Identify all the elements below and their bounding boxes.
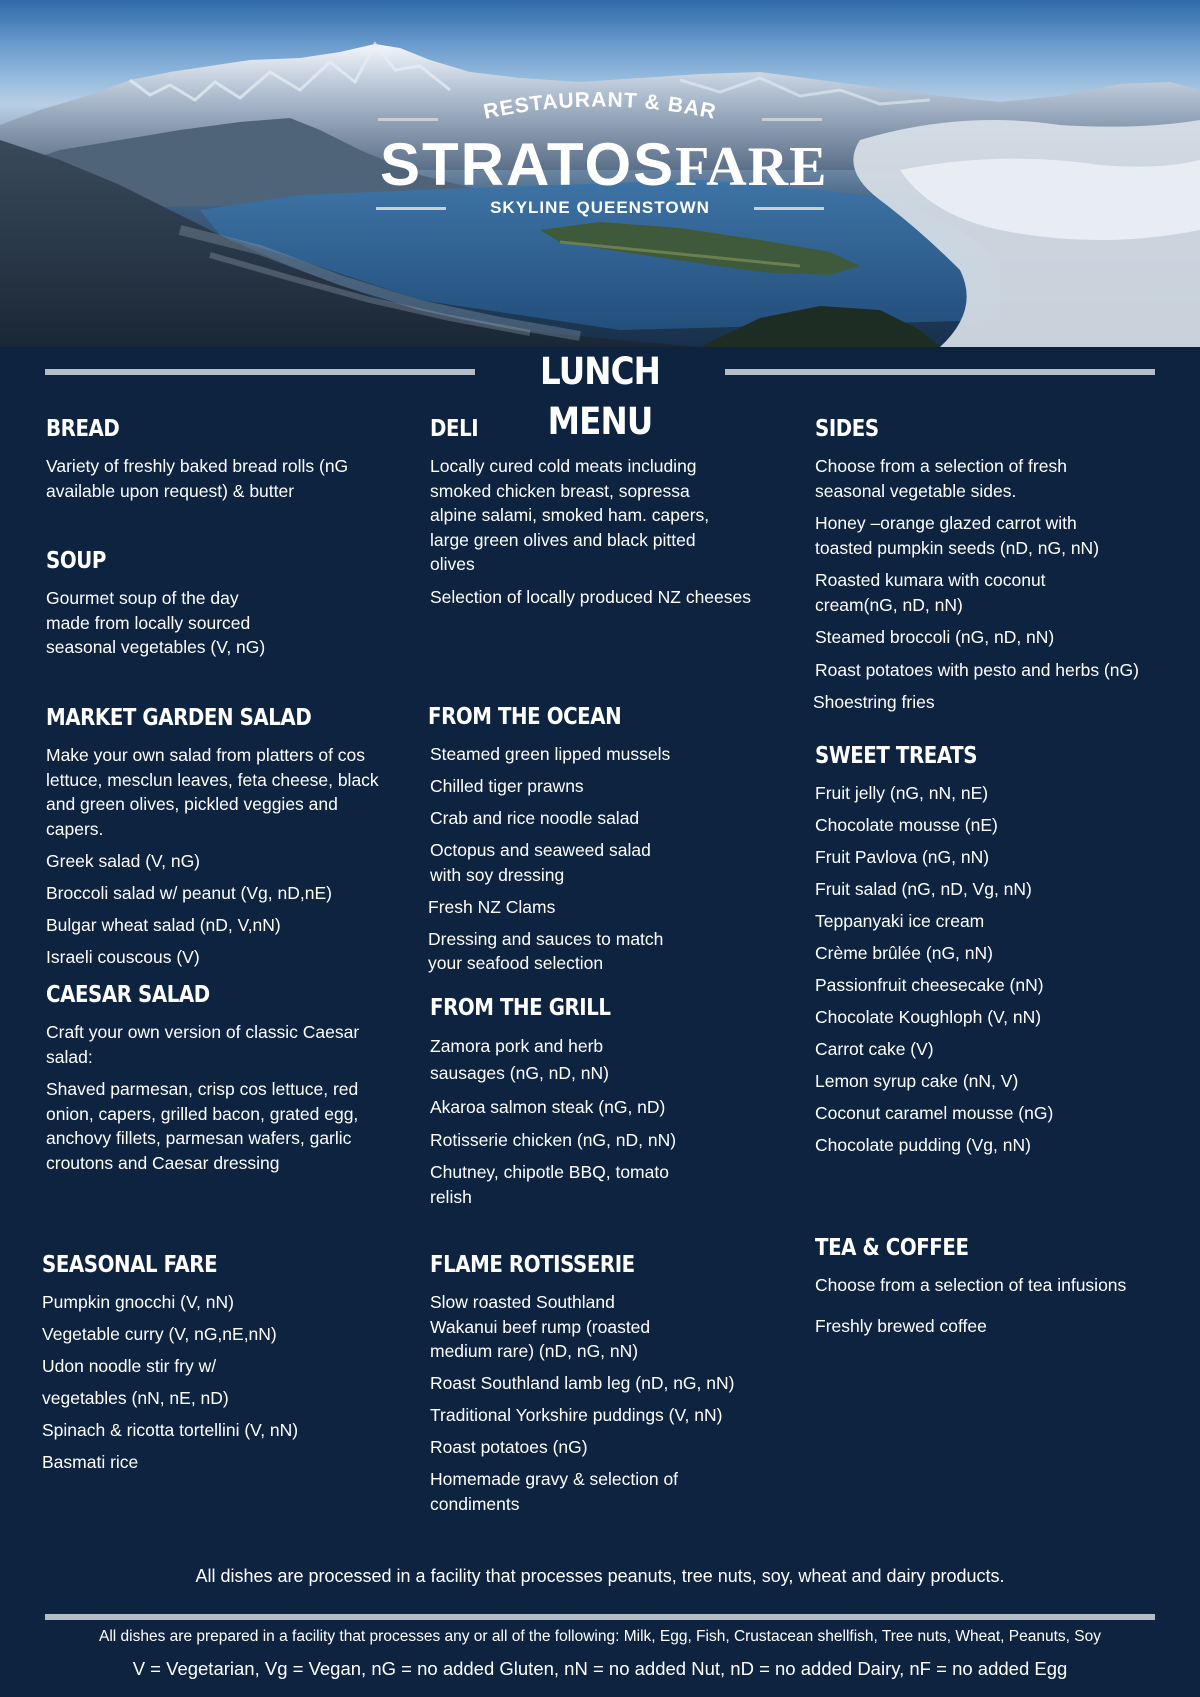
menu-item: Chocolate mousse (nE) bbox=[815, 815, 998, 835]
menu-item: Vegetable curry (V, nG,nE,nN) bbox=[42, 1324, 277, 1344]
section-market-garden-salad bbox=[46, 703, 391, 977]
menu-item: Udon noodle stir fry w/ bbox=[42, 1356, 217, 1376]
menu-item: Broccoli salad w/ peanut (Vg, nD,nE) bbox=[46, 882, 332, 903]
section-heading: SOUP bbox=[46, 548, 106, 574]
logo-brand-part2: FARE bbox=[675, 136, 828, 198]
logo-rule-left bbox=[378, 118, 438, 121]
menu-item: Chocolate Koughloph (V, nN) bbox=[815, 1007, 1042, 1027]
menu-item: Steamed green lipped mussels bbox=[430, 744, 671, 764]
menu-item: Chocolate pudding (Vg, nN) bbox=[815, 1135, 1031, 1155]
logo-rule-right bbox=[762, 118, 822, 121]
menu-item: Coconut caramel mousse (nG) bbox=[815, 1103, 1054, 1123]
menu-item: Traditional Yorkshire puddings (V, nN) bbox=[430, 1405, 723, 1425]
section-seasonal-fare bbox=[42, 1250, 387, 1482]
dietary-legend: V = Vegetarian, Vg = Vegan, nG = no added Gluten, nN = no added Nut, nD = no added Dairy, nF = no added Egg bbox=[132, 1658, 1068, 1679]
menu-item: Locally cured cold meats including smoked chicken breast, sopressa alpine salami, smoked ham. capers, large green olives and black pitted olives bbox=[430, 456, 710, 574]
allergen-note: All dishes are prepared in a facility that processes any or all of the following: Milk, Egg, Fish, Crustacean shellfish, Tree nuts, Wheat, Peanuts, Soy bbox=[99, 1628, 1101, 1645]
menu-item: Homemade gravy & selection of condiments bbox=[430, 1469, 679, 1514]
menu-item: Dressing and sauces to match your seafood selection bbox=[428, 928, 664, 973]
section-heading: BREAD bbox=[46, 416, 120, 442]
menu-item: Selection of locally produced NZ cheeses bbox=[430, 586, 752, 607]
menu-item: Roast Southland lamb leg (nD, nG, nN) bbox=[430, 1373, 735, 1393]
section-heading: DELI bbox=[430, 416, 479, 442]
logo-tagline: RESTAURANT & BAR bbox=[481, 88, 719, 124]
section-heading: SEASONAL FARE bbox=[42, 1252, 218, 1278]
menu-item: Steamed broccoli (nG, nD, nN) bbox=[815, 627, 1055, 647]
menu-item: Freshly brewed coffee bbox=[815, 1315, 987, 1336]
menu-item: Chilled tiger prawns bbox=[430, 776, 584, 796]
menu-item: Make your own salad from platters of cos lettuce, mesclun leaves, feta cheese, black and green olives, pickled veggies and capers. bbox=[46, 745, 379, 839]
menu-item: Shoestring fries bbox=[813, 692, 935, 712]
hero-image bbox=[0, 0, 1200, 347]
menu-item: Roast potatoes (nG) bbox=[430, 1437, 588, 1457]
section-sweet-treats bbox=[815, 741, 1160, 1165]
menu-item: Bulgar wheat salad (nD, V,nN) bbox=[46, 914, 281, 935]
menu-item: Craft your own version of classic Caesar salad: bbox=[46, 1022, 360, 1067]
logo-location: SKYLINE QUEENSTOWN bbox=[490, 198, 710, 217]
menu-item: Fresh NZ Clams bbox=[428, 896, 556, 917]
section-bread bbox=[46, 414, 391, 511]
menu-item: Roast potatoes with pesto and herbs (nG) bbox=[815, 659, 1139, 680]
menu-item: Choose from a selection of fresh seasonal vegetable sides. bbox=[815, 456, 1067, 501]
menu-item: Choose from a selection of tea infusions bbox=[815, 1275, 1127, 1295]
section-flame-rotisserie bbox=[430, 1250, 775, 1524]
restaurant-logo bbox=[380, 80, 828, 230]
section-soup bbox=[46, 546, 391, 668]
section-heading: SWEET TREATS bbox=[815, 743, 978, 769]
menu-item: Greek salad (V, nG) bbox=[46, 850, 201, 871]
section-heading: TEA & COFFEE bbox=[815, 1235, 969, 1261]
footer-rule bbox=[45, 1614, 1155, 1620]
menu-item: Variety of freshly baked bread rolls (nG available upon request) & butter bbox=[46, 456, 349, 501]
menu-item: Passionfruit cheesecake (nN) bbox=[815, 975, 1044, 995]
menu-item: Teppanyaki ice cream bbox=[815, 911, 985, 931]
menu-item: Fruit salad (nG, nD, Vg, nN) bbox=[815, 879, 1032, 899]
section-heading: SIDES bbox=[815, 416, 879, 442]
title-rule-left bbox=[45, 369, 475, 375]
menu-item: Rotisserie chicken (nG, nD, nN) bbox=[430, 1129, 677, 1150]
menu-item: Slow roasted Southland Wakanui beef rump (roasted medium rare) (nD, nG, nN) bbox=[430, 1292, 651, 1361]
menu-item: Honey –orange glazed carrot with toasted pumpkin seeds (nD, nG, nN) bbox=[815, 513, 1100, 558]
section-heading: FROM THE OCEAN bbox=[428, 704, 622, 730]
section-tea-coffee bbox=[815, 1233, 1175, 1346]
logo-brand-part1: STRATOS bbox=[380, 131, 676, 198]
section-from-the-ocean bbox=[428, 702, 773, 983]
menu-item: Shaved parmesan, crisp cos lettuce, red onion, capers, grilled bacon, grated egg, anchovy fillets, parmesan wafers, garlic croutons and Caesar dressing bbox=[46, 1079, 359, 1173]
menu-item: Roasted kumara with coconut cream(nG, nD, nN) bbox=[815, 570, 1046, 615]
page-title: LUNCH MENU bbox=[539, 350, 661, 443]
menu-item: Chutney, chipotle BBQ, tomato relish bbox=[430, 1162, 669, 1207]
menu-item: Fruit Pavlova (nG, nN) bbox=[815, 847, 990, 867]
title-rule-right bbox=[725, 369, 1155, 375]
menu-item: Gourmet soup of the day made from locally sourced seasonal vegetables (V, nG) bbox=[46, 588, 266, 657]
menu-item: Pumpkin gnocchi (V, nN) bbox=[42, 1292, 234, 1312]
section-heading: CAESAR SALAD bbox=[46, 982, 210, 1008]
section-sides bbox=[815, 414, 1160, 723]
menu-item: Lemon syrup cake (nN, V) bbox=[815, 1071, 1019, 1091]
logo-brand bbox=[380, 130, 828, 202]
menu-item: Israeli couscous (V) bbox=[46, 946, 200, 967]
menu-item: Carrot cake (V) bbox=[815, 1039, 934, 1059]
section-heading: FROM THE GRILL bbox=[430, 995, 611, 1021]
menu-item: vegetables (nN, nE, nD) bbox=[42, 1388, 229, 1408]
menu-item: Akaroa salmon steak (nG, nD) bbox=[430, 1097, 666, 1117]
menu-item: Zamora pork and herb sausages (nG, nD, nN) bbox=[430, 1036, 609, 1083]
section-deli bbox=[430, 414, 770, 617]
svg-text:RESTAURANT & BAR bbox=[482, 88, 719, 123]
menu-item: Spinach & ricotta tortellini (V, nN) bbox=[42, 1420, 299, 1440]
processing-note: All dishes are processed in a facility that processes peanuts, tree nuts, soy, wheat and dairy products. bbox=[195, 1566, 1005, 1586]
section-from-the-grill bbox=[430, 993, 775, 1217]
menu-item: Octopus and seaweed salad with soy dressing bbox=[430, 840, 651, 885]
menu-item: Crème brûlée (nG, nN) bbox=[815, 943, 993, 963]
section-caesar-salad bbox=[46, 980, 391, 1183]
menu-item: Basmati rice bbox=[42, 1452, 139, 1472]
menu-item: Crab and rice noodle salad bbox=[430, 808, 640, 828]
section-heading: FLAME ROTISSERIE bbox=[430, 1252, 635, 1278]
section-heading: MARKET GARDEN SALAD bbox=[46, 705, 312, 731]
menu-item: Fruit jelly (nG, nN, nE) bbox=[815, 783, 989, 803]
